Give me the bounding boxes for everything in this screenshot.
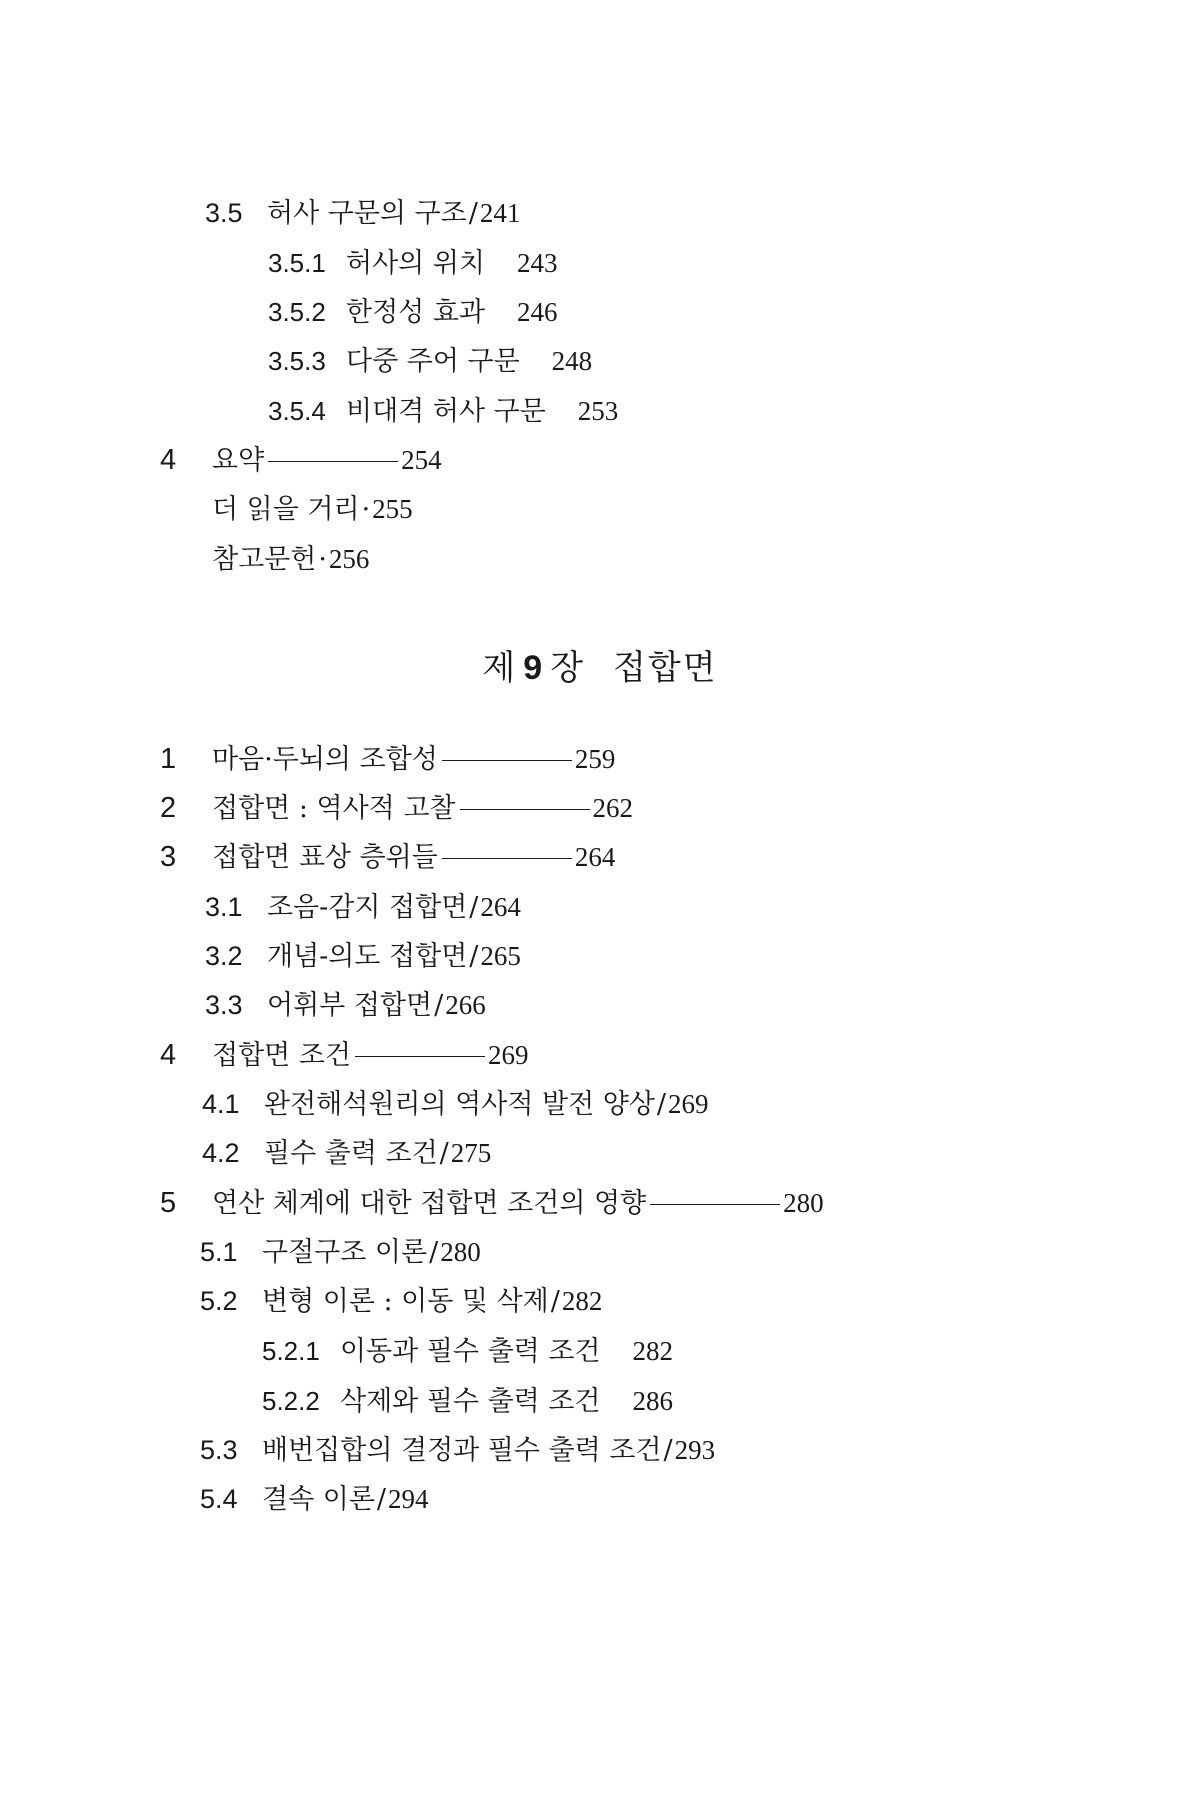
section-title: 요약 [212, 445, 265, 476]
section-title: 접합면 조건 [212, 1040, 351, 1071]
page-number: 246 [517, 297, 558, 327]
page-number: 275 [450, 1138, 492, 1168]
page-number: 269 [488, 1040, 529, 1070]
page-number: 248 [551, 346, 593, 376]
page-number: 256 [328, 544, 370, 574]
section-title: 개념-의도 접합면 [267, 941, 468, 972]
section-title: 조음-감지 접합면 [267, 892, 468, 923]
section-title: 허사의 위치 [346, 248, 485, 279]
toc-entry-3-5-1 [268, 246, 558, 281]
toc-entry-further-reading [212, 492, 413, 527]
leader-line [442, 858, 572, 859]
toc-entry-5 [160, 1186, 824, 1221]
section-title: 비대격 허사 구문 [346, 396, 546, 427]
section-title: 변형 이론 : 이동 및 삭제 [262, 1286, 549, 1317]
toc-entry-3-5-2 [268, 295, 558, 330]
section-title: 구절구조 이론 [262, 1237, 428, 1268]
section-number: 4 [160, 444, 177, 476]
section-number: 3.1 [205, 892, 243, 922]
page-number: 269 [668, 1089, 709, 1119]
section-title: 마음·두뇌의 조합성 [212, 744, 438, 775]
section-number: 5.3 [200, 1435, 238, 1465]
toc-entry-5-2-2 [262, 1384, 673, 1419]
leader-line [442, 760, 572, 761]
page-number: 255 [372, 494, 413, 524]
section-number: 3.5 [205, 198, 243, 228]
leader-line [650, 1204, 780, 1205]
page-number: 293 [674, 1435, 716, 1465]
page-number: 259 [574, 744, 616, 774]
chapter-number: 9 [523, 649, 545, 687]
section-title: 필수 출력 조건 [264, 1138, 438, 1169]
section-number: 3.5.2 [268, 297, 326, 327]
section-number: 5.2 [200, 1286, 238, 1316]
toc-entry-3-1 [205, 890, 521, 925]
page-number: 262 [592, 793, 633, 823]
section-title: 배번집합의 결정과 필수 출력 조건 [262, 1435, 662, 1466]
page-number: 253 [577, 396, 619, 426]
chapter-prefix: 제 [482, 648, 518, 688]
toc-entry-3-5-4 [268, 394, 618, 429]
section-title: 어휘부 접합면 [267, 990, 433, 1021]
separator-dot: · [361, 494, 371, 525]
toc-entry-5-3 [200, 1433, 715, 1468]
page-number: 280 [783, 1188, 824, 1218]
toc-entry-4-2 [202, 1136, 491, 1171]
toc-entry-4 [160, 1038, 529, 1073]
separator-slash: / [429, 1237, 439, 1268]
separator-slash: / [434, 990, 444, 1021]
section-title: 이동과 필수 출력 조건 [340, 1336, 601, 1367]
section-number: 5.1 [200, 1237, 238, 1267]
toc-entry-4-1 [202, 1087, 709, 1122]
section-title: 완전해석원리의 역사적 발전 양상 [264, 1089, 655, 1120]
section-number: 3.5.4 [268, 396, 326, 426]
page-number: 264 [574, 842, 616, 872]
toc-entry-3-3 [205, 988, 486, 1023]
section-number: 3 [160, 841, 177, 873]
section-number: 4 [160, 1039, 177, 1071]
page-number: 266 [445, 990, 486, 1020]
toc-entry-1 [160, 742, 615, 777]
page-number: 241 [479, 198, 521, 228]
section-number: 3.3 [205, 990, 243, 1020]
section-number: 5.4 [200, 1484, 238, 1514]
section-title: 접합면 표상 층위들 [212, 842, 438, 873]
page-number: 280 [440, 1237, 481, 1267]
page-number: 264 [480, 892, 521, 922]
section-number: 3.2 [205, 941, 243, 971]
section-number: 5.2.1 [262, 1336, 320, 1366]
separator-slash: / [468, 198, 478, 229]
toc-entry-3-5-3 [268, 344, 592, 379]
section-number: 2 [160, 792, 177, 824]
page-number: 294 [388, 1484, 429, 1514]
toc-entry-5-2 [200, 1284, 602, 1319]
page-number: 286 [632, 1386, 673, 1416]
section-title: 다중 주어 구문 [346, 346, 520, 377]
toc-entry-5-2-1 [262, 1334, 673, 1369]
toc-entry-2 [160, 791, 633, 826]
separator-slash: / [550, 1286, 560, 1317]
toc-entry-3-5 [205, 196, 520, 231]
toc-entry-5-1 [200, 1235, 481, 1270]
section-title: 허사 구문의 구조 [267, 198, 467, 229]
section-title: 삭제와 필수 출력 조건 [340, 1386, 601, 1417]
separator-slash: / [469, 892, 479, 923]
section-number: 3.5.1 [268, 248, 326, 278]
leader-line [268, 461, 398, 462]
separator-slash: / [663, 1435, 673, 1466]
page-number: 282 [561, 1286, 603, 1316]
section-number: 1 [160, 743, 177, 775]
section-number: 5.2.2 [262, 1386, 320, 1416]
chapter-title: 접합면 [613, 648, 718, 688]
separator-slash: / [376, 1484, 387, 1515]
separator-slash: / [439, 1138, 449, 1169]
separator-slash: / [469, 941, 479, 972]
toc-entry-references [212, 542, 369, 577]
toc-entry-5-4 [200, 1482, 429, 1517]
section-title: 결속 이론 [262, 1484, 375, 1515]
leader-line [460, 809, 590, 810]
toc-entry-3 [160, 840, 615, 875]
section-number: 3.5.3 [268, 346, 326, 376]
section-number: 4.2 [202, 1138, 240, 1168]
section-title: 더 읽을 거리 [212, 494, 360, 525]
chapter-heading [0, 648, 1200, 688]
section-title: 연산 체계에 대한 접합면 조건의 영향 [212, 1188, 647, 1219]
toc-entry-4-summary [160, 443, 442, 478]
section-number: 4.1 [202, 1089, 240, 1119]
section-number: 5 [160, 1187, 177, 1219]
section-title: 한정성 효과 [346, 297, 485, 328]
section-title: 참고문헌 [212, 544, 317, 575]
section-title: 접합면 : 역사적 고찰 [212, 793, 456, 824]
page-number: 243 [517, 248, 558, 278]
separator-slash: / [656, 1089, 667, 1120]
leader-line [355, 1056, 485, 1057]
page-number: 282 [632, 1336, 673, 1366]
toc-entry-3-2 [205, 939, 521, 974]
page-number: 265 [480, 941, 521, 971]
chapter-suffix: 장 [550, 648, 586, 688]
separator-dot: · [318, 544, 327, 575]
page-number: 254 [401, 445, 442, 475]
